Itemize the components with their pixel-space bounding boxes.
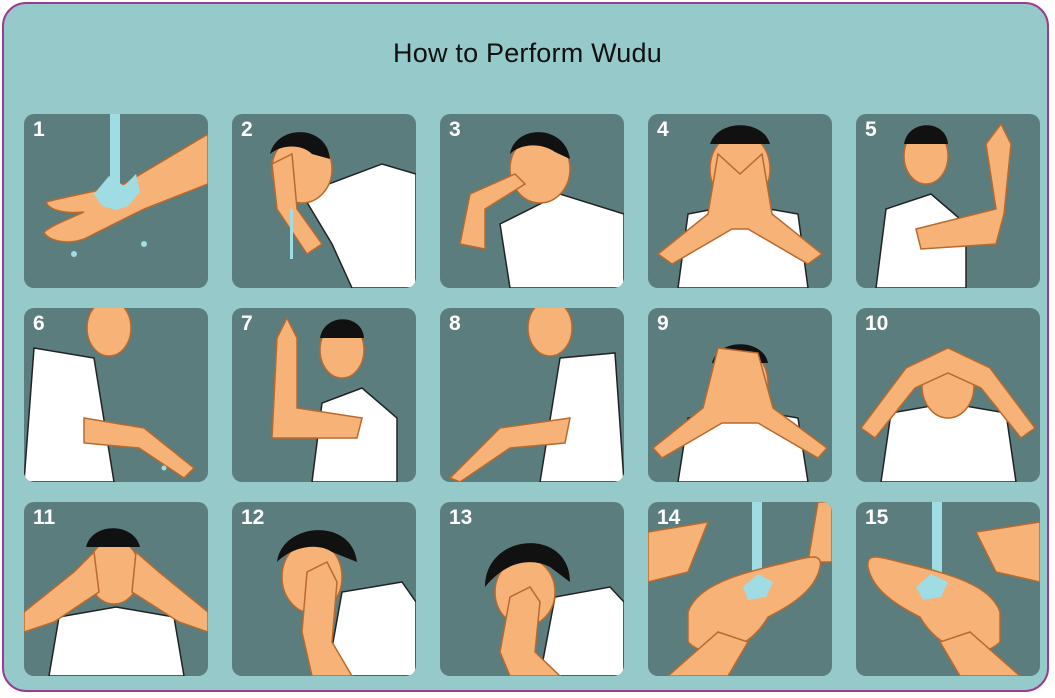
step-card-9 (648, 308, 832, 482)
step-card-4 (648, 114, 832, 288)
step-card-7 (232, 308, 416, 482)
step-number: 10 (865, 312, 889, 335)
mouth-rinsing-icon (232, 114, 416, 288)
step-card-6 (24, 308, 208, 482)
page-title: How to Perform Wudu (393, 38, 662, 68)
step-card-12 (232, 502, 416, 676)
head-wiping-icon (648, 308, 832, 482)
left-arm-washing-icon (440, 308, 624, 482)
step-number: 13 (449, 506, 473, 529)
step-number: 6 (33, 312, 45, 335)
step-card-15 (856, 502, 1040, 676)
hand-washing-icon (24, 114, 208, 288)
nose-rinsing-icon (440, 114, 624, 288)
face-washing-icon (648, 114, 832, 288)
step-number: 7 (241, 312, 253, 335)
step-card-5 (856, 114, 1040, 288)
step-number: 5 (865, 118, 877, 141)
step-card-11 (24, 502, 208, 676)
step-card-8 (440, 308, 624, 482)
step-card-2 (232, 114, 416, 288)
step-number: 2 (241, 118, 253, 141)
step-card-13 (440, 502, 624, 676)
step-number: 11 (33, 506, 56, 529)
step-card-3 (440, 114, 624, 288)
left-arm-washing-icon (24, 308, 208, 482)
step-number: 9 (657, 312, 669, 335)
step-number: 3 (449, 118, 461, 141)
step-number: 15 (865, 506, 889, 529)
right-arm-washing-icon (232, 308, 416, 482)
step-number: 4 (657, 118, 669, 141)
step-number: 14 (657, 506, 681, 529)
step-card-1 (24, 114, 208, 288)
right-arm-washing-icon (856, 114, 1040, 288)
step-card-10 (856, 308, 1040, 482)
step-number: 12 (241, 506, 265, 529)
step-number: 8 (449, 312, 461, 335)
step-card-14 (648, 502, 832, 676)
step-number: 1 (33, 118, 45, 141)
